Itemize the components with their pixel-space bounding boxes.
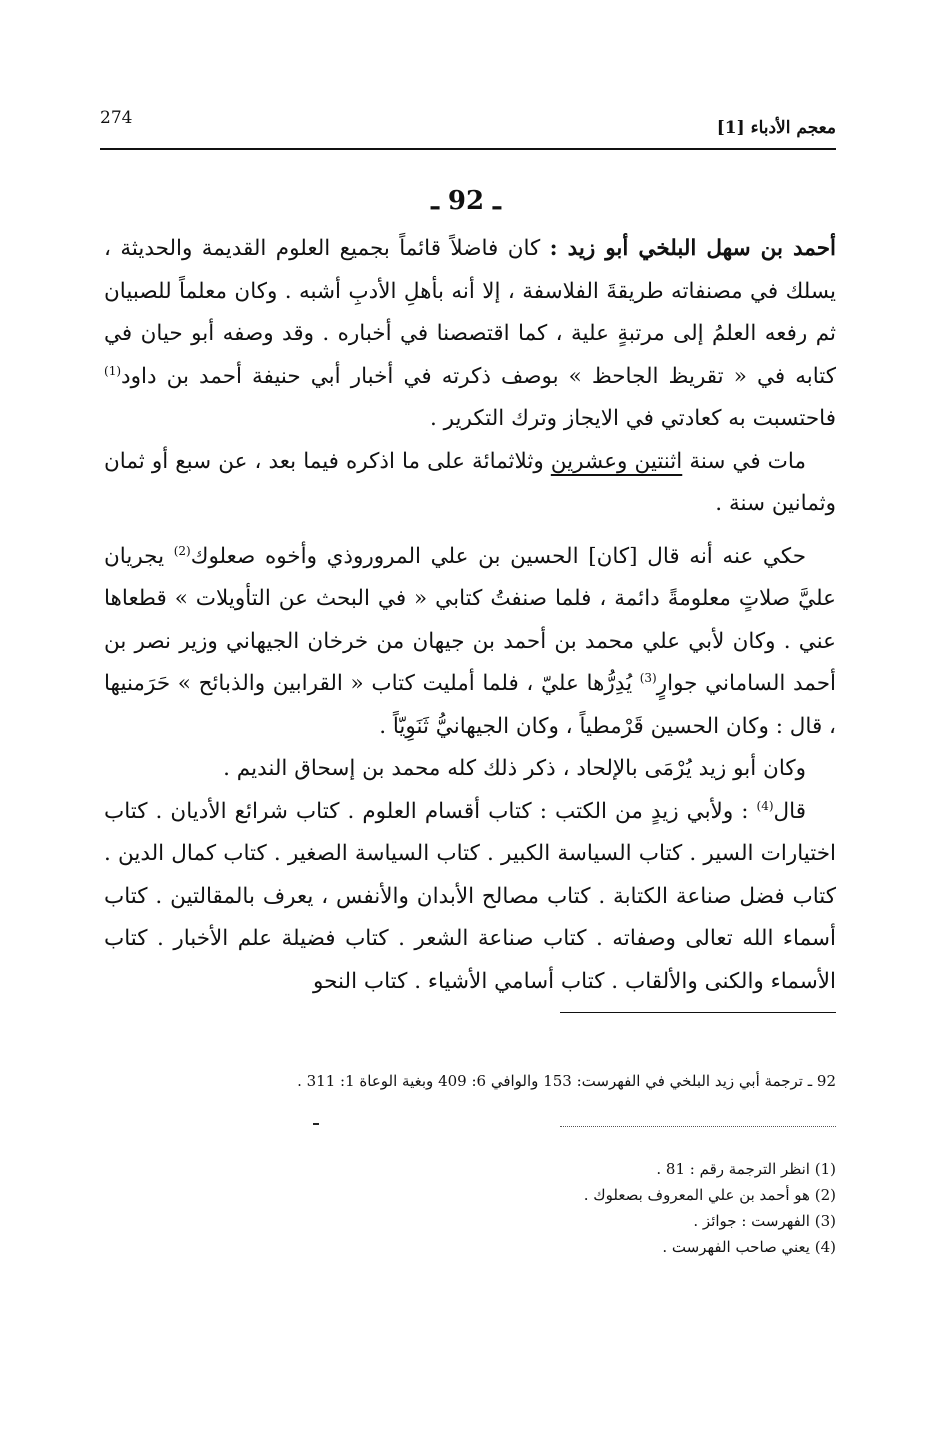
- paragraph-text: فاحتسبت به كعادتي في الايجاز وترك التكرير .: [430, 406, 836, 431]
- header-rule: [100, 148, 836, 150]
- paragraph-anecdote: [104, 536, 836, 749]
- paragraph-biography: [104, 228, 836, 441]
- footnotes: [336, 1156, 836, 1260]
- paragraph-book-list: [104, 791, 836, 1004]
- paragraph-accusation: [104, 748, 836, 791]
- paragraph-text: : ولأبي زيدٍ من الكتب : كتاب أقسام العلوم . كتاب شرائع الأديان . كتاب اختيارات السير . كتاب السياسة الكبير . كتاب السياسة الصغير . كتاب كمال الدين . كتاب فضل صناعة الكتابة . كتاب مصالح الأبدان والأنفس ، يعرف بالمقالتين . كتاب أسماء الله تعالى وصفاته . كتاب صناعة الشعر . كتاب فضيلة علم الأخبار . كتاب الأسماء والكنى والألقاب . كتاب أسامي الأشياء . كتاب النحو: [104, 798, 836, 994]
- footnote-ref: (1): [104, 363, 122, 378]
- paragraph-death: [104, 441, 836, 526]
- bibliography-note: 92 ـ ترجمة أبي زيد البلخي في الفهرست: 153 والوافي 6: 409 وبغية الوعاة 1: 311 .: [297, 1072, 836, 1090]
- paragraph-text: قال: [773, 798, 806, 824]
- paragraph-text: يُدِرُّها عليّ ، فلما أمليت كتاب « القرابين والذبائح » حَرَمنيها ، قال : وكان الحسين قَرْمطياً ، وكان الجيهانيُّ ثَنَوِيّاً .: [104, 671, 836, 739]
- paragraph-text: كان فاضلاً قائماً بجميع العلوم القديمة والحديثة ، يسلك في مصنفاته طريقةَ الفلاسفة ، إلا أنه بأهلِ الأدبِ أشبه . وكان معلماً للصبيان ثم رفعه العلمُ إلى مرتبةٍ علية ، كما اقتصصنا في أخباره . وقد وصفه أبو حيان في كتابه في « تقريظ الجاحظ » بوصف ذكرته في أخبار أبي حنيفة أحمد بن داود: [104, 236, 836, 389]
- main-text: [104, 228, 836, 1003]
- footnote-ref: (3): [639, 670, 657, 685]
- dotted-separator: [560, 1126, 836, 1127]
- footnote-ref: (4): [756, 798, 774, 813]
- footnote-rule: [560, 1012, 836, 1013]
- paragraph-text: مات في سنة: [682, 448, 806, 474]
- page-number: 274: [100, 108, 133, 128]
- running-title: معجم الأدباء [1]: [716, 118, 836, 138]
- footnote-1: (1) انظر الترجمة رقم : 81 .: [656, 1160, 836, 1178]
- underlined-text: اثنتين وعشرين: [550, 448, 683, 474]
- section-number: ـ 92 ـ: [431, 186, 501, 216]
- stray-mark: [313, 1123, 319, 1125]
- footnote-4: (4) يعني صاحب الفهرست .: [662, 1238, 836, 1256]
- paragraph-text: وثلاثمائة على ما اذكره فيما بعد ، عن سبع أو ثمان وثمانين سنة .: [104, 448, 836, 516]
- paragraph-text: يجريان عليَّ صلاتٍ معلومةً دائمة ، فلما صنفتُ كتابي « في البحث عن التأويلات » قطعاها عني . وكان لأبي علي محمد بن أحمد بن جيهان من خرخان الجيهاني وزير نصر بن أحمد الساماني جوارٍ: [104, 543, 836, 696]
- paragraph-text: حكي عنه أنه قال [كان] الحسين بن علي المروروذي وأخوه صعلوك: [190, 543, 806, 569]
- footnote-2: (2) هو أحمد بن علي المعروف بصعلوك .: [583, 1186, 836, 1204]
- footnote-3: (3) الفهرست : جوائز .: [693, 1212, 836, 1230]
- paragraph-text: وكان أبو زيد يُرْمَى بالإلحاد ، ذكر ذلك كله محمد بن إسحاق النديم .: [223, 756, 806, 781]
- entry-heading: أحمد بن سهل البلخي أبو زيد :: [549, 236, 836, 261]
- footnote-ref: (2): [173, 543, 191, 558]
- paragraph-gap: [104, 526, 836, 536]
